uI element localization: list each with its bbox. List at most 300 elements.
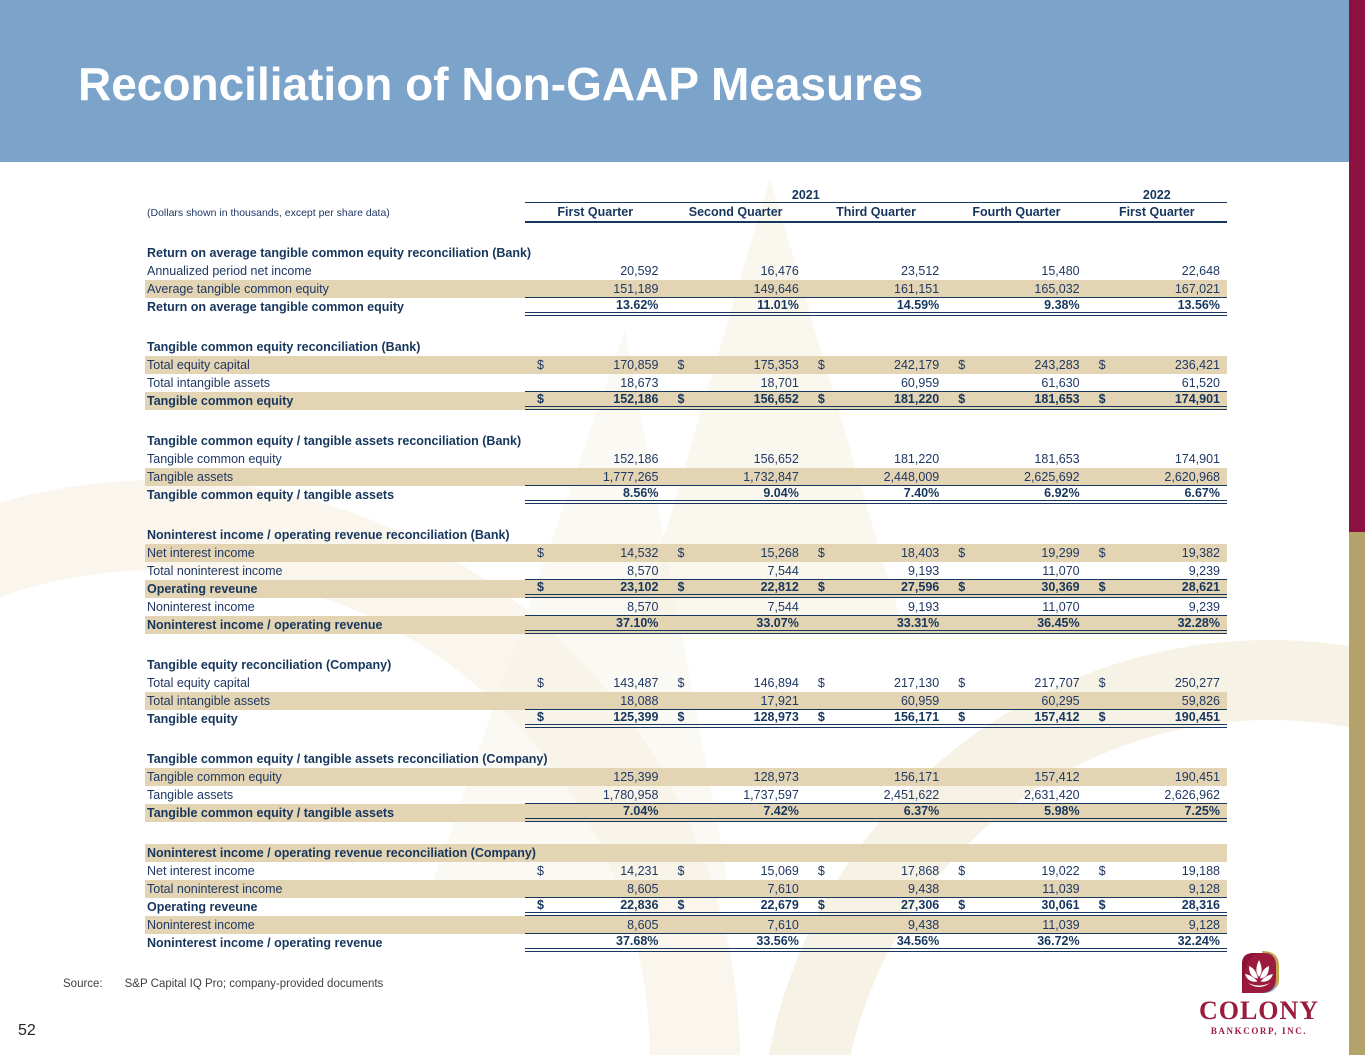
dollar-sign: $ xyxy=(817,546,825,560)
value-cell xyxy=(1087,692,1227,709)
dollar-sign: $ xyxy=(677,546,685,560)
value-cell xyxy=(1087,598,1227,615)
cell-value: 20,592 xyxy=(620,264,659,278)
cell-value: 9,128 xyxy=(1188,917,1220,932)
row-label: Tangible assets xyxy=(147,470,234,484)
row-values xyxy=(525,710,1227,728)
value-cell xyxy=(806,710,946,724)
table-row xyxy=(145,374,1227,392)
dollar-sign: $ xyxy=(958,676,966,690)
table-row xyxy=(145,934,1227,952)
colony-logo xyxy=(1190,950,1328,1036)
cell-value: 18,673 xyxy=(620,375,659,390)
value-cell xyxy=(806,786,946,803)
section-title-numbers-area xyxy=(527,244,1227,262)
cell-value: 9.04% xyxy=(763,486,799,500)
year-groups xyxy=(525,188,1227,203)
value-cell xyxy=(1087,486,1227,500)
section-title: Tangible common equity / tangible assets reconciliation (Company) xyxy=(147,752,548,766)
cell-value: 2,451,622 xyxy=(883,787,940,802)
non-gaap-reconciliation-table xyxy=(145,188,1227,952)
value-cell xyxy=(946,392,1086,406)
cell-value: 23,102 xyxy=(620,580,659,594)
cell-value: 170,859 xyxy=(613,358,659,372)
cell-value: 157,412 xyxy=(1034,770,1080,784)
value-cell xyxy=(665,298,805,312)
value-cell xyxy=(665,804,805,818)
value-cell xyxy=(525,580,665,594)
value-cell xyxy=(1087,374,1227,391)
row-values xyxy=(525,468,1227,486)
column-header: Fourth Quarter xyxy=(972,205,1061,219)
value-cell xyxy=(665,356,805,374)
cell-value: 19,022 xyxy=(1041,864,1080,878)
cell-value: 181,653 xyxy=(1034,392,1080,406)
value-cell xyxy=(665,616,805,630)
value-cell xyxy=(525,804,665,818)
page-number: 52 xyxy=(18,1022,36,1039)
value-cell xyxy=(806,898,946,912)
cell-value: 8,605 xyxy=(627,881,659,896)
value-cell xyxy=(806,468,946,485)
row-label: Total equity capital xyxy=(147,358,250,372)
cell-value: 243,283 xyxy=(1034,358,1080,372)
section-gap xyxy=(145,316,1227,338)
value-cell xyxy=(1087,916,1227,933)
right-edge-stripe-tan xyxy=(1349,532,1365,1055)
row-label: Tangible equity xyxy=(147,712,238,726)
cell-value: 149,646 xyxy=(753,281,799,296)
dollar-sign: $ xyxy=(677,580,685,594)
table-row xyxy=(145,674,1227,692)
cell-value: 19,188 xyxy=(1181,864,1220,878)
dollar-sign: $ xyxy=(958,580,966,594)
cell-value: 13.62% xyxy=(616,298,659,312)
row-values xyxy=(525,280,1227,298)
value-cell xyxy=(525,880,665,897)
dollar-sign: $ xyxy=(1098,676,1106,690)
value-cell xyxy=(946,710,1086,724)
cell-value: 190,451 xyxy=(1174,710,1220,724)
value-cell xyxy=(525,262,665,280)
table-row xyxy=(145,692,1227,710)
value-cell xyxy=(946,862,1086,880)
dollar-sign: $ xyxy=(677,898,685,912)
section-header xyxy=(145,750,1227,768)
dollar-sign: $ xyxy=(958,358,966,372)
value-cell xyxy=(525,934,665,948)
cell-value: 217,130 xyxy=(894,676,940,690)
cell-value: 9,239 xyxy=(1188,563,1220,578)
cell-value: 17,921 xyxy=(760,693,799,708)
source-note xyxy=(63,978,383,990)
value-cell xyxy=(806,580,946,594)
cell-value: 128,973 xyxy=(753,710,799,724)
value-cell xyxy=(665,880,805,897)
row-label: Noninterest income / operating revenue xyxy=(147,936,383,950)
cell-value: 30,369 xyxy=(1041,580,1080,594)
value-cell xyxy=(525,280,665,297)
row-values xyxy=(525,298,1227,316)
cell-value: 15,069 xyxy=(760,864,799,878)
cell-value: 6.67% xyxy=(1184,486,1220,500)
cell-value: 151,189 xyxy=(613,281,659,296)
table-row xyxy=(145,804,1227,822)
cell-value: 167,021 xyxy=(1174,281,1220,296)
row-values xyxy=(525,916,1227,934)
value-cell xyxy=(665,786,805,803)
dollar-sign: $ xyxy=(677,358,685,372)
value-cell xyxy=(1087,544,1227,562)
table-row xyxy=(145,786,1227,804)
value-cell xyxy=(525,562,665,579)
section-gap xyxy=(145,728,1227,750)
value-cell xyxy=(1087,880,1227,897)
row-values xyxy=(525,616,1227,634)
dollar-sign: $ xyxy=(958,898,966,912)
table-row xyxy=(145,298,1227,316)
value-cell xyxy=(665,562,805,579)
dollar-sign: $ xyxy=(958,710,966,724)
value-cell xyxy=(525,768,665,786)
value-cell xyxy=(806,616,946,630)
value-cell xyxy=(946,692,1086,709)
section-header xyxy=(145,244,1227,262)
value-cell xyxy=(1087,934,1227,948)
value-cell xyxy=(946,486,1086,500)
colony-subtitle: BANKCORP, INC. xyxy=(1210,1026,1308,1036)
dollar-sign: $ xyxy=(677,676,685,690)
section-header xyxy=(145,338,1227,356)
cell-value: 161,151 xyxy=(894,281,940,296)
table-row xyxy=(145,468,1227,486)
dollar-sign: $ xyxy=(958,392,966,406)
table-row xyxy=(145,880,1227,898)
cell-value: 146,894 xyxy=(753,676,799,690)
cell-value: 181,653 xyxy=(1034,452,1080,466)
year-group-label: 2021 xyxy=(791,188,820,202)
cell-value: 11,039 xyxy=(1042,881,1080,896)
row-values xyxy=(525,356,1227,374)
cell-value: 14,231 xyxy=(620,864,659,878)
cell-value: 13.56% xyxy=(1177,298,1220,312)
row-label: Noninterest income xyxy=(147,600,255,614)
value-cell xyxy=(946,916,1086,933)
cell-value: 36.72% xyxy=(1037,934,1080,948)
dollar-sign: $ xyxy=(677,864,685,878)
cell-value: 11,070 xyxy=(1042,599,1080,614)
cell-value: 2,448,009 xyxy=(883,469,940,484)
section-gap xyxy=(145,822,1227,844)
cell-value: 236,421 xyxy=(1174,358,1220,372)
value-cell xyxy=(665,862,805,880)
cell-value: 156,652 xyxy=(753,392,799,406)
cell-value: 9,438 xyxy=(907,881,940,896)
cell-value: 2,631,420 xyxy=(1024,787,1080,802)
dollar-sign: $ xyxy=(1098,358,1106,372)
value-cell xyxy=(665,580,805,594)
row-label: Operating reveune xyxy=(147,582,258,596)
value-cell xyxy=(806,880,946,897)
cell-value: 181,220 xyxy=(894,452,940,466)
dollar-sign: $ xyxy=(537,676,544,690)
value-cell xyxy=(806,356,946,374)
value-cell xyxy=(1087,898,1227,912)
value-cell xyxy=(665,374,805,391)
row-label: Annualized period net income xyxy=(147,264,312,278)
table-row xyxy=(145,598,1227,616)
table-row xyxy=(145,616,1227,634)
value-cell xyxy=(665,392,805,406)
colony-lotus-icon xyxy=(1235,950,1283,996)
value-cell xyxy=(525,674,665,692)
value-cell xyxy=(525,450,665,468)
cell-value: 22,812 xyxy=(760,580,799,594)
dollar-sign: $ xyxy=(817,676,825,690)
dollar-sign: $ xyxy=(537,358,544,372)
value-cell xyxy=(946,298,1086,312)
dollar-sign: $ xyxy=(817,710,825,724)
value-cell xyxy=(525,544,665,562)
table-row xyxy=(145,916,1227,934)
cell-value: 14,532 xyxy=(620,546,659,560)
row-values xyxy=(525,450,1227,468)
value-cell xyxy=(1087,674,1227,692)
value-cell xyxy=(946,562,1086,579)
row-label: Tangible common equity / tangible assets xyxy=(147,806,395,820)
cell-value: 5.98% xyxy=(1044,804,1080,818)
value-cell xyxy=(665,280,805,297)
value-cell xyxy=(806,298,946,312)
cell-value: 152,186 xyxy=(613,392,659,406)
row-values xyxy=(525,786,1227,804)
row-label: Operating reveune xyxy=(147,900,258,914)
cell-value: 16,476 xyxy=(760,264,799,278)
header-gap xyxy=(145,223,1227,244)
cell-value: 33.56% xyxy=(756,934,799,948)
value-cell xyxy=(525,392,665,406)
value-cell xyxy=(665,486,805,500)
value-cell xyxy=(806,280,946,297)
value-cell xyxy=(946,934,1086,948)
dollar-sign: $ xyxy=(537,546,544,560)
dollar-sign: $ xyxy=(537,898,544,912)
dollar-sign: $ xyxy=(1098,864,1106,878)
cell-value: 61,630 xyxy=(1041,375,1080,390)
dollar-sign: $ xyxy=(1098,580,1106,594)
dollar-sign: $ xyxy=(1098,392,1106,406)
cell-value: 9,193 xyxy=(907,563,940,578)
table-row xyxy=(145,580,1227,598)
cell-value: 250,277 xyxy=(1174,676,1220,690)
cell-value: 32.24% xyxy=(1177,934,1220,948)
value-cell xyxy=(946,468,1086,485)
value-cell xyxy=(946,674,1086,692)
column-header: First Quarter xyxy=(557,205,634,219)
cell-value: 28,621 xyxy=(1181,580,1220,594)
value-cell xyxy=(1087,298,1227,312)
cell-value: 8,570 xyxy=(627,599,659,614)
value-cell xyxy=(1087,356,1227,374)
cell-value: 8,570 xyxy=(627,563,659,578)
row-values xyxy=(525,598,1227,616)
value-cell xyxy=(1087,468,1227,485)
dollar-sign: $ xyxy=(537,392,544,406)
dollar-sign: $ xyxy=(1098,898,1106,912)
dollar-sign: $ xyxy=(817,898,825,912)
value-cell xyxy=(1087,786,1227,803)
cell-value: 32.28% xyxy=(1177,616,1220,630)
section-title: Tangible common equity reconciliation (Bank) xyxy=(147,340,421,354)
value-cell xyxy=(525,898,665,912)
cell-value: 15,268 xyxy=(760,546,799,560)
row-values xyxy=(525,768,1227,786)
cell-value: 14.59% xyxy=(896,298,940,312)
colony-wordmark: COLONY xyxy=(1198,996,1320,1025)
table-row xyxy=(145,768,1227,786)
row-label: Noninterest income xyxy=(147,918,255,932)
value-cell xyxy=(525,486,665,500)
section-title-numbers-area xyxy=(527,750,1227,768)
cell-value: 37.68% xyxy=(616,934,659,948)
value-cell xyxy=(525,786,665,803)
cell-value: 34.56% xyxy=(896,934,940,948)
dollar-sign: $ xyxy=(677,392,685,406)
value-cell xyxy=(525,862,665,880)
cell-value: 128,973 xyxy=(753,770,799,784)
row-values xyxy=(525,392,1227,410)
cell-value: 143,487 xyxy=(613,676,659,690)
value-cell xyxy=(946,280,1086,297)
value-cell xyxy=(806,768,946,786)
row-label: Total intangible assets xyxy=(147,376,270,390)
value-cell xyxy=(665,450,805,468)
dollar-sign: $ xyxy=(817,392,825,406)
cell-value: 2,625,692 xyxy=(1024,469,1080,484)
dollar-sign: $ xyxy=(817,580,825,594)
row-label: Tangible assets xyxy=(147,788,234,802)
cell-value: 7.40% xyxy=(903,486,940,500)
section-gap xyxy=(145,634,1227,656)
value-cell xyxy=(665,544,805,562)
cell-value: 11,039 xyxy=(1042,917,1080,932)
source-text: S&P Capital IQ Pro; company-provided documents xyxy=(124,978,384,990)
row-label: Tangible common equity xyxy=(147,770,282,784)
year-group-label: 2022 xyxy=(1142,188,1171,202)
value-cell xyxy=(1087,616,1227,630)
value-cell xyxy=(525,710,665,724)
value-cell xyxy=(806,562,946,579)
row-values xyxy=(525,580,1227,598)
value-cell xyxy=(946,786,1086,803)
right-edge-stripe-maroon xyxy=(1349,0,1365,532)
cell-value: 2,626,962 xyxy=(1164,787,1220,802)
value-cell xyxy=(946,262,1086,280)
section-title-numbers-area xyxy=(527,844,1227,862)
table-row xyxy=(145,486,1227,504)
cell-value: 156,652 xyxy=(753,452,799,466)
value-cell xyxy=(806,392,946,406)
units-note-cell xyxy=(145,203,525,223)
cell-value: 1,737,597 xyxy=(743,787,799,802)
cell-value: 18,403 xyxy=(900,546,940,560)
row-label: Noninterest income / operating revenue xyxy=(147,618,383,632)
value-cell xyxy=(525,616,665,630)
column-header: First Quarter xyxy=(1118,205,1195,219)
section-header xyxy=(145,432,1227,450)
row-values xyxy=(525,374,1227,392)
cell-value: 27,306 xyxy=(900,898,940,912)
cell-value: 9,239 xyxy=(1188,599,1220,614)
value-cell xyxy=(946,616,1086,630)
value-cell xyxy=(946,374,1086,391)
value-cell xyxy=(946,580,1086,594)
value-cell xyxy=(806,544,946,562)
value-cell xyxy=(806,674,946,692)
value-cell xyxy=(525,692,665,709)
table-row xyxy=(145,356,1227,374)
row-label: Net interest income xyxy=(147,546,255,560)
units-note: (Dollars shown in thousands, except per share data) xyxy=(147,207,390,219)
quarter-header-row xyxy=(145,203,1227,223)
row-label: Total equity capital xyxy=(147,676,250,690)
row-values xyxy=(525,898,1227,916)
row-label: Average tangible common equity xyxy=(147,282,329,296)
value-cell xyxy=(806,692,946,709)
row-values xyxy=(525,880,1227,898)
section-gap xyxy=(145,504,1227,526)
value-cell xyxy=(806,862,946,880)
year-header-row xyxy=(145,188,1227,203)
table-row xyxy=(145,544,1227,562)
value-cell xyxy=(806,262,946,280)
value-cell xyxy=(665,898,805,912)
value-cell xyxy=(665,692,805,709)
value-cell xyxy=(1087,562,1227,579)
cell-value: 30,061 xyxy=(1041,898,1080,912)
value-cell xyxy=(1087,768,1227,786)
table-row xyxy=(145,262,1227,280)
value-cell xyxy=(946,544,1086,562)
year-row-spacer xyxy=(145,188,525,203)
cell-value: 174,901 xyxy=(1174,452,1220,466)
section-header xyxy=(145,526,1227,544)
row-values xyxy=(525,692,1227,710)
cell-value: 7,544 xyxy=(767,563,799,578)
cell-value: 28,316 xyxy=(1181,898,1220,912)
cell-value: 7.25% xyxy=(1184,804,1220,818)
cell-value: 1,777,265 xyxy=(602,469,659,484)
value-cell xyxy=(1087,580,1227,594)
cell-value: 11.01% xyxy=(757,298,799,312)
cell-value: 9,128 xyxy=(1188,881,1220,896)
row-values xyxy=(525,562,1227,580)
cell-value: 60,295 xyxy=(1041,693,1080,708)
value-cell xyxy=(946,768,1086,786)
cell-value: 174,901 xyxy=(1174,392,1220,406)
value-cell xyxy=(806,934,946,948)
value-cell xyxy=(1087,710,1227,724)
dollar-sign: $ xyxy=(817,358,825,372)
section-title: Return on average tangible common equity reconciliation (Bank) xyxy=(147,246,532,260)
table-row xyxy=(145,392,1227,410)
section-gap xyxy=(145,410,1227,432)
value-cell xyxy=(665,934,805,948)
cell-value: 9,193 xyxy=(907,599,940,614)
cell-value: 190,451 xyxy=(1174,770,1220,784)
cell-value: 7,610 xyxy=(767,881,799,896)
value-cell xyxy=(1087,804,1227,818)
